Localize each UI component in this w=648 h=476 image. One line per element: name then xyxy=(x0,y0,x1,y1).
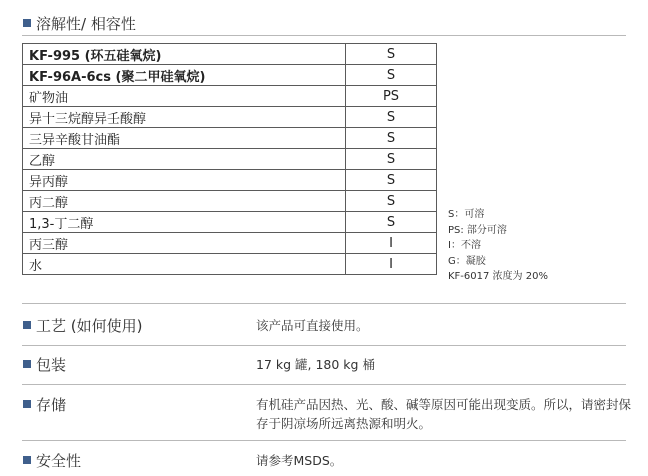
solvent-name: 1,3-丁二醇 xyxy=(23,212,346,233)
solubility-value: S xyxy=(346,107,437,128)
section-marker xyxy=(23,456,31,464)
solvent-name: 三异辛酸甘油酯 xyxy=(23,128,346,149)
solubility-value: S xyxy=(346,170,437,191)
solubility-value: S xyxy=(346,212,437,233)
solvent-name: KF-995 (环五硅氧烷) xyxy=(23,44,346,65)
divider xyxy=(22,345,626,346)
packaging-text: 17 kg 罐, 180 kg 桶 xyxy=(256,357,375,372)
packaging-title: 包装 xyxy=(36,356,67,374)
legend-item: G：凝胶 xyxy=(448,255,486,267)
solubility-value: S xyxy=(346,149,437,170)
solubility-value: S xyxy=(346,128,437,149)
section-marker xyxy=(23,19,31,27)
solubility-value: S xyxy=(346,191,437,212)
solubility-value: S xyxy=(346,44,437,65)
divider xyxy=(22,384,626,385)
legend-item: I：不溶 xyxy=(448,240,481,251)
solvent-name: 丙三醇 xyxy=(23,233,346,254)
solubility-value: PS xyxy=(346,86,437,107)
storage-text-line2: 存于阴凉场所远离热源和明火。 xyxy=(256,416,432,431)
table-row xyxy=(23,44,437,65)
table-row xyxy=(23,233,437,254)
section-marker xyxy=(23,400,31,408)
divider xyxy=(22,35,626,36)
solubility-value: S xyxy=(346,65,437,86)
safety-title: 安全性 xyxy=(36,452,82,470)
legend-item: PS: 部分可溶 xyxy=(448,224,507,236)
section-marker xyxy=(23,360,31,368)
solubility-value: I xyxy=(346,254,437,275)
table-row xyxy=(23,254,437,275)
solvent-name: 异丙醇 xyxy=(23,170,346,191)
table-row xyxy=(23,86,437,107)
solubility-legend xyxy=(448,207,548,285)
solubility-title: 溶解性/ 相容性 xyxy=(36,15,136,33)
table-row xyxy=(23,191,437,212)
legend-item: KF-6017 浓度为 20% xyxy=(448,271,548,282)
table-row xyxy=(23,65,437,86)
solvent-name: 水 xyxy=(23,254,346,275)
table-row xyxy=(23,128,437,149)
solubility-value: I xyxy=(346,233,437,254)
solvent-name: 乙醇 xyxy=(23,149,346,170)
divider xyxy=(22,303,626,304)
process-title: 工艺 (如何使用) xyxy=(36,317,143,335)
storage-title: 存储 xyxy=(36,396,67,414)
solvent-name: 异十三烷醇异壬酸醇 xyxy=(23,107,346,128)
solvent-name: KF-96A-6cs (聚二甲硅氧烷) xyxy=(23,65,346,86)
solvent-name: 丙二醇 xyxy=(23,191,346,212)
table-row xyxy=(23,212,437,233)
table-row xyxy=(23,107,437,128)
section-marker xyxy=(23,321,31,329)
table-row xyxy=(23,170,437,191)
safety-text: 请参考MSDS。 xyxy=(256,453,343,468)
divider xyxy=(22,440,626,441)
legend-item: S：可溶 xyxy=(448,209,485,220)
process-text: 该产品可直接使用。 xyxy=(256,318,369,333)
solubility-table xyxy=(22,43,437,275)
storage-text-line1: 有机硅产品因热、光、酸、碱等原因可能出现变质。所以，请密封保 xyxy=(256,397,632,412)
table-row xyxy=(23,149,437,170)
solvent-name: 矿物油 xyxy=(23,86,346,107)
